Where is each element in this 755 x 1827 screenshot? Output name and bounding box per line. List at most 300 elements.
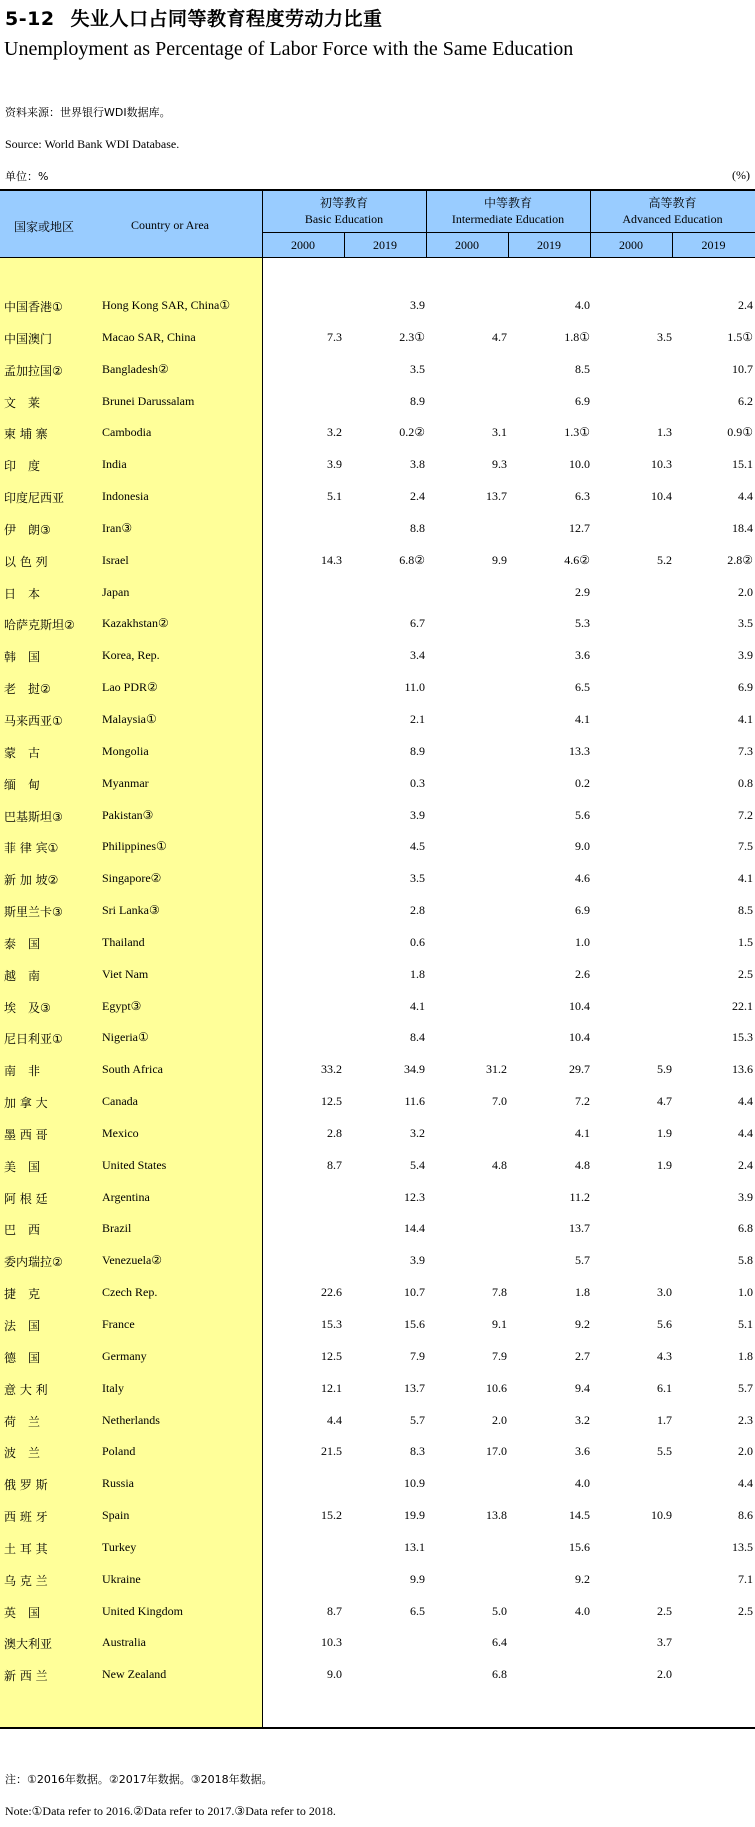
header-group-cn: 高等教育 (648, 196, 697, 210)
country-name-cn: 马来西亚① (4, 713, 63, 728)
value-cell: 3.2 (410, 1125, 425, 1140)
value-cell: 14.5 (569, 1508, 590, 1523)
value-cell: 5.1 (738, 1317, 753, 1331)
value-cell: 15.3 (732, 1030, 753, 1045)
country-name-cn: 中国香港① (4, 300, 63, 314)
country-name-en: United Kingdom (102, 1603, 183, 1618)
value-cell: 9.0 (327, 1667, 342, 1682)
country-name-en: Netherlands (102, 1412, 160, 1427)
value-cell: 9.3 (492, 457, 507, 472)
value-cell: 2.8② (727, 552, 753, 567)
table-row (0, 1438, 755, 1470)
country-name-en: Turkey (102, 1539, 137, 1554)
table-row (0, 483, 755, 515)
value-cell: 3.9 (410, 1253, 425, 1268)
country-name-en: Hong Kong SAR, China① (102, 298, 231, 312)
value-cell: 0.8 (738, 775, 753, 790)
value-cell: 9.1 (492, 1317, 507, 1331)
value-cell: 13.7 (486, 489, 507, 504)
table-row (0, 324, 755, 356)
country-name-en: Korea, Rep. (102, 648, 160, 663)
country-name-cn: 荷 兰 (4, 1414, 41, 1429)
table-row (0, 1152, 755, 1184)
header-year: 2019 (701, 238, 726, 252)
value-cell: 4.1 (575, 1125, 590, 1140)
country-name-cn: 尼日利亚① (4, 1032, 63, 1047)
value-cell: 6.9 (738, 680, 753, 695)
country-name-en: Sri Lanka③ (102, 903, 160, 918)
value-cell: 5.3 (575, 616, 590, 631)
value-cell: 4.0 (575, 1476, 590, 1491)
value-cell: 2.1 (410, 711, 425, 726)
value-cell: 10.9 (404, 1476, 425, 1491)
value-cell: 2.7 (575, 1348, 590, 1363)
country-name-cn: 南 非 (4, 1064, 41, 1079)
value-cell: 7.5 (738, 839, 753, 854)
value-cell: 1.5 (738, 934, 753, 949)
country-name-cn: 俄 罗 斯 (4, 1478, 48, 1493)
value-cell: 5.2 (657, 552, 672, 567)
header-group-en: Basic Education (304, 212, 384, 226)
value-cell: 6.8② (399, 552, 425, 567)
country-name-cn: 法 国 (4, 1319, 41, 1333)
country-name-en: India (102, 457, 127, 472)
country-name-en: Lao PDR② (102, 680, 158, 695)
table-row (0, 1598, 755, 1630)
value-cell: 10.4 (651, 489, 672, 504)
table-row (0, 897, 755, 929)
country-name-en: Malaysia① (102, 711, 157, 726)
value-cell: 3.9 (410, 807, 425, 822)
value-cell: 2.9 (575, 584, 590, 599)
value-cell: 8.4 (410, 1030, 425, 1045)
country-name-en: South Africa (102, 1062, 163, 1077)
value-cell: 0.3 (410, 775, 425, 790)
value-cell: 15.6 (404, 1317, 425, 1331)
country-name-en: Ukraine (102, 1571, 141, 1586)
country-name-en: Venezuela② (102, 1253, 163, 1268)
country-name-en: Singapore② (102, 871, 162, 886)
value-cell: 0.6 (410, 934, 425, 949)
value-cell: 4.6② (564, 552, 590, 567)
value-cell: 4.8 (575, 1157, 590, 1172)
value-cell: 1.5① (727, 329, 753, 344)
value-cell: 4.3 (657, 1348, 672, 1363)
header-group-basic (262, 195, 426, 227)
value-cell: 6.4 (492, 1635, 507, 1650)
value-cell: 13.3 (569, 743, 590, 758)
country-name-cn: 以 色 列 (4, 554, 48, 569)
country-name-cn: 美 国 (4, 1159, 41, 1174)
value-cell: 4.4 (738, 1476, 753, 1491)
value-cell: 12.7 (569, 520, 590, 535)
value-cell: 8.7 (327, 1157, 342, 1172)
country-name-cn: 埃 及③ (4, 1000, 51, 1015)
table-row (0, 1279, 755, 1311)
table-row (0, 1375, 755, 1407)
country-name-cn: 德 国 (4, 1350, 41, 1365)
value-cell: 3.9 (327, 457, 342, 472)
header-group-cn: 初等教育 (319, 196, 368, 210)
value-cell: 9.2 (575, 1571, 590, 1586)
header-year: 2000 (291, 238, 315, 252)
country-name-cn: 越 南 (4, 968, 41, 983)
country-name-en: Spain (102, 1508, 130, 1523)
country-name-en: Australia (102, 1635, 146, 1650)
country-name-en: Mexico (102, 1125, 139, 1140)
table-row (0, 833, 755, 865)
value-cell: 7.9 (410, 1348, 425, 1363)
country-name-cn: 土 耳 其 (4, 1541, 48, 1556)
value-cell: 13.8 (486, 1508, 507, 1523)
country-name-cn: 新 加 坡② (4, 873, 59, 888)
value-cell: 1.0 (575, 934, 590, 949)
country-name-en: Italy (102, 1380, 124, 1395)
table-row (0, 1470, 755, 1502)
value-cell: 13.7 (404, 1380, 425, 1395)
table-row (0, 1120, 755, 1152)
value-cell: 3.8 (410, 457, 425, 472)
value-cell: 2.0 (738, 584, 753, 599)
value-cell: 19.9 (404, 1508, 425, 1523)
value-cell: 3.9 (738, 648, 753, 663)
value-cell: 2.8 (327, 1125, 342, 1140)
value-cell: 11.2 (569, 1189, 590, 1204)
table-bottom-rule (0, 1727, 755, 1729)
value-cell: 22.1 (732, 998, 753, 1013)
value-cell: 4.1 (575, 711, 590, 726)
value-cell: 3.2 (575, 1412, 590, 1427)
country-name-en: Japan (102, 584, 130, 599)
value-cell: 4.4 (738, 1125, 753, 1140)
value-cell: 2.3 (738, 1412, 753, 1427)
value-cell: 13.5 (732, 1539, 753, 1554)
table-number: 5-12 (5, 8, 55, 30)
table-row (0, 1407, 755, 1439)
country-name-en: Nigeria① (102, 1030, 149, 1045)
value-cell: 1.8 (738, 1348, 753, 1363)
value-cell: 1.3 (657, 425, 672, 440)
value-cell: 7.9 (492, 1348, 507, 1363)
value-cell: 1.0 (738, 1285, 753, 1300)
value-cell: 1.8 (410, 966, 425, 981)
country-name-en: Russia (102, 1476, 135, 1491)
value-cell: 2.4 (738, 298, 753, 312)
value-cell: 5.5 (657, 1444, 672, 1459)
value-cell: 11.6 (404, 1094, 425, 1109)
page-title-cn (5, 4, 383, 31)
table-row (0, 674, 755, 706)
value-cell: 5.8 (738, 1253, 753, 1268)
value-cell: 2.5 (738, 1603, 753, 1618)
value-cell: 17.0 (486, 1444, 507, 1459)
value-cell: 3.9 (410, 298, 425, 312)
value-cell: 2.0 (657, 1667, 672, 1682)
source-en: Source: World Bank WDI Database. (5, 137, 180, 151)
value-cell: 1.9 (657, 1125, 672, 1140)
value-cell: 18.4 (732, 520, 753, 535)
country-name-cn: 中国澳门 (4, 331, 53, 346)
value-cell: 3.7 (657, 1635, 672, 1650)
value-cell: 7.2 (575, 1094, 590, 1109)
value-cell: 5.4 (410, 1157, 425, 1172)
header-group-advanced (590, 195, 755, 227)
country-name-cn: 阿 根 廷 (4, 1191, 48, 1206)
value-cell: 12.3 (404, 1189, 425, 1204)
value-cell: 8.7 (327, 1603, 342, 1618)
value-cell: 12.1 (321, 1380, 342, 1395)
country-name-en: Viet Nam (102, 966, 149, 981)
value-cell: 2.8 (410, 903, 425, 918)
value-cell: 21.5 (321, 1444, 342, 1459)
value-cell: 5.7 (738, 1380, 753, 1395)
value-cell: 15.3 (321, 1317, 342, 1331)
footnote-en: Note:①Data refer to 2016.②Data refer to 2017.③Data refer to 2018. (5, 1804, 336, 1818)
header-country-en: Country or Area (131, 218, 209, 232)
value-cell: 8.5 (575, 361, 590, 376)
country-name-en: United States (102, 1157, 167, 1172)
value-cell: 15.1 (732, 457, 753, 472)
country-name-cn: 菲 律 宾① (4, 841, 59, 856)
value-cell: 5.9 (657, 1062, 672, 1077)
value-cell: 10.6 (486, 1380, 507, 1395)
table-row (0, 579, 755, 611)
table-row (0, 770, 755, 802)
value-cell: 6.5 (410, 1603, 425, 1618)
value-cell: 13.1 (404, 1539, 425, 1554)
country-name-cn: 新 西 兰 (4, 1669, 48, 1684)
table-row (0, 642, 755, 674)
country-name-cn: 伊 朗③ (4, 522, 51, 537)
table-row (0, 1088, 755, 1120)
value-cell: 6.9 (575, 903, 590, 918)
value-cell: 4.0 (575, 1603, 590, 1618)
value-cell: 3.1 (492, 425, 507, 440)
table-row (0, 419, 755, 451)
value-cell: 13.7 (569, 1221, 590, 1236)
table-row (0, 929, 755, 961)
value-cell: 3.2 (327, 425, 342, 440)
title-cn-text: 失业人口占同等教育程度劳动力比重 (70, 8, 383, 30)
country-name-cn: 孟加拉国② (4, 363, 63, 378)
value-cell: 7.2 (738, 807, 753, 822)
value-cell: 5.1 (327, 489, 342, 504)
value-cell: 8.8 (410, 520, 425, 535)
source-cn: 资料来源：世界银行WDI数据库。 (5, 106, 171, 119)
value-cell: 8.9 (410, 393, 425, 408)
country-name-en: Germany (102, 1348, 147, 1363)
table-row (0, 802, 755, 834)
header-group-en: Intermediate Education (451, 212, 565, 226)
value-cell: 3.9 (738, 1189, 753, 1204)
value-cell: 5.7 (410, 1412, 425, 1427)
header-year: 2019 (373, 238, 397, 252)
table-row (0, 1343, 755, 1375)
value-cell: 5.7 (575, 1253, 590, 1268)
page-title-en: Unemployment as Percentage of Labor Force with the Same Education (4, 38, 574, 60)
value-cell: 8.9 (410, 743, 425, 758)
value-cell: 10.3 (651, 457, 672, 472)
value-cell: 2.0 (738, 1444, 753, 1459)
value-cell: 7.8 (492, 1285, 507, 1300)
value-cell: 10.4 (569, 1030, 590, 1045)
country-name-en: Israel (102, 552, 129, 567)
value-cell: 29.7 (569, 1062, 590, 1077)
value-cell: 8.5 (738, 903, 753, 918)
header-country-cn: 国家或地区 (14, 220, 75, 234)
table-row (0, 1184, 755, 1216)
value-cell: 4.4 (738, 489, 753, 504)
value-cell: 12.5 (321, 1348, 342, 1363)
value-cell: 1.3① (564, 425, 590, 440)
country-name-en: Bangladesh② (102, 361, 169, 376)
country-name-en: Macao SAR, China (102, 329, 196, 344)
value-cell: 3.5 (410, 871, 425, 886)
country-name-cn: 英 国 (4, 1605, 41, 1620)
table-row (0, 388, 755, 420)
header-bottom-rule (0, 257, 755, 258)
country-name-cn: 巴 西 (4, 1223, 41, 1238)
header-group-cn: 中等教育 (483, 196, 532, 210)
country-name-cn: 意 大 利 (4, 1382, 48, 1397)
value-cell: 4.7 (492, 329, 507, 344)
value-cell: 14.4 (404, 1221, 425, 1236)
value-cell: 33.2 (321, 1062, 342, 1077)
table-row (0, 610, 755, 642)
value-cell: 6.7 (410, 616, 425, 631)
country-name-cn: 加 拿 大 (4, 1096, 48, 1111)
value-cell: 6.2 (738, 393, 753, 408)
value-cell: 9.9 (492, 552, 507, 567)
value-cell: 1.8 (575, 1285, 590, 1300)
value-cell: 7.1 (738, 1571, 753, 1586)
value-cell: 3.6 (575, 1444, 590, 1459)
value-cell: 6.8 (738, 1221, 753, 1236)
value-cell: 4.8 (492, 1157, 507, 1172)
table-row (0, 1024, 755, 1056)
value-cell: 8.6 (738, 1508, 753, 1523)
value-cell: 3.6 (575, 648, 590, 663)
country-name-en: Argentina (102, 1189, 150, 1204)
country-name-cn: 捷 克 (4, 1287, 41, 1302)
value-cell: 10.7 (404, 1285, 425, 1300)
country-name-cn: 委内瑞拉② (4, 1255, 63, 1270)
table-row (0, 1566, 755, 1598)
table-row (0, 547, 755, 579)
country-name-en: Canada (102, 1094, 138, 1109)
value-cell: 13.6 (732, 1062, 753, 1077)
value-cell: 2.4 (410, 489, 425, 504)
value-cell: 5.6 (575, 807, 590, 822)
header-group-intermediate (426, 195, 590, 227)
country-name-cn: 柬 埔 寨 (4, 427, 48, 442)
country-name-cn: 蒙 古 (4, 745, 41, 760)
value-cell: 10.7 (732, 361, 753, 376)
value-cell: 4.6 (575, 871, 590, 886)
value-cell: 3.4 (410, 648, 425, 663)
table-row (0, 993, 755, 1025)
country-name-cn: 文 莱 (4, 395, 41, 410)
table-top-rule (0, 189, 755, 191)
table-row (0, 292, 755, 324)
country-name-en: Poland (102, 1444, 136, 1459)
table-row (0, 706, 755, 738)
value-cell: 12.5 (321, 1094, 342, 1109)
country-name-cn: 波 兰 (4, 1446, 41, 1461)
table-row (0, 1311, 755, 1343)
country-name-cn: 西 班 牙 (4, 1510, 48, 1525)
country-name-cn: 缅 甸 (4, 777, 41, 792)
value-cell: 1.7 (657, 1412, 672, 1427)
country-name-cn: 泰 国 (4, 936, 41, 951)
value-cell: 1.9 (657, 1157, 672, 1172)
value-cell: 6.8 (492, 1667, 507, 1682)
unit-label-right: (%) (732, 168, 750, 182)
value-cell: 10.9 (651, 1508, 672, 1523)
value-cell: 2.5 (738, 966, 753, 981)
value-cell: 1.8① (564, 329, 590, 344)
country-name-en: Brunei Darussalam (102, 393, 195, 408)
value-cell: 8.3 (410, 1444, 425, 1459)
country-name-cn: 巴基斯坦③ (4, 809, 63, 824)
value-cell: 0.2 (575, 775, 590, 790)
value-cell: 6.9 (575, 393, 590, 408)
country-name-en: Cambodia (102, 425, 152, 440)
value-cell: 3.5 (657, 329, 672, 344)
country-name-en: Czech Rep. (102, 1285, 158, 1300)
value-cell: 11.0 (404, 680, 425, 695)
country-name-cn: 印 度 (4, 459, 41, 474)
value-cell: 10.3 (321, 1635, 342, 1650)
table-row (0, 1247, 755, 1279)
value-cell: 0.9① (727, 425, 753, 440)
table-row (0, 1215, 755, 1247)
header-group-en: Advanced Education (622, 212, 723, 226)
value-cell: 9.9 (410, 1571, 425, 1586)
value-cell: 6.5 (575, 680, 590, 695)
country-name-cn: 澳大利亚 (4, 1637, 53, 1652)
country-name-en: Iran③ (102, 520, 133, 535)
value-cell: 2.3① (399, 329, 425, 344)
country-name-cn: 乌 克 兰 (4, 1573, 48, 1588)
value-cell: 3.5 (410, 361, 425, 376)
country-name-cn: 斯里兰卡③ (4, 905, 63, 920)
value-cell: 0.2② (399, 425, 425, 440)
table-body (0, 292, 755, 1693)
country-name-en: Indonesia (102, 489, 149, 504)
table-row (0, 738, 755, 770)
value-cell: 4.4 (327, 1412, 342, 1427)
value-cell: 4.4 (738, 1094, 753, 1109)
table-row (0, 451, 755, 483)
country-name-en: Egypt③ (102, 998, 142, 1013)
value-cell: 2.4 (738, 1157, 753, 1172)
header-year: 2019 (537, 238, 561, 252)
value-cell: 6.3 (575, 489, 590, 504)
unit-label: 单位：% (5, 170, 49, 183)
header-year: 2000 (455, 238, 479, 252)
country-name-en: Brazil (102, 1221, 132, 1236)
table-row (0, 515, 755, 547)
value-cell: 9.2 (575, 1317, 590, 1331)
value-cell: 4.7 (657, 1094, 672, 1109)
country-name-cn: 韩 国 (4, 650, 41, 665)
value-cell: 15.2 (321, 1508, 342, 1523)
value-cell: 9.4 (575, 1380, 590, 1395)
value-cell: 31.2 (486, 1062, 507, 1077)
country-name-en: Philippines① (102, 839, 167, 854)
value-cell: 5.6 (657, 1317, 672, 1331)
